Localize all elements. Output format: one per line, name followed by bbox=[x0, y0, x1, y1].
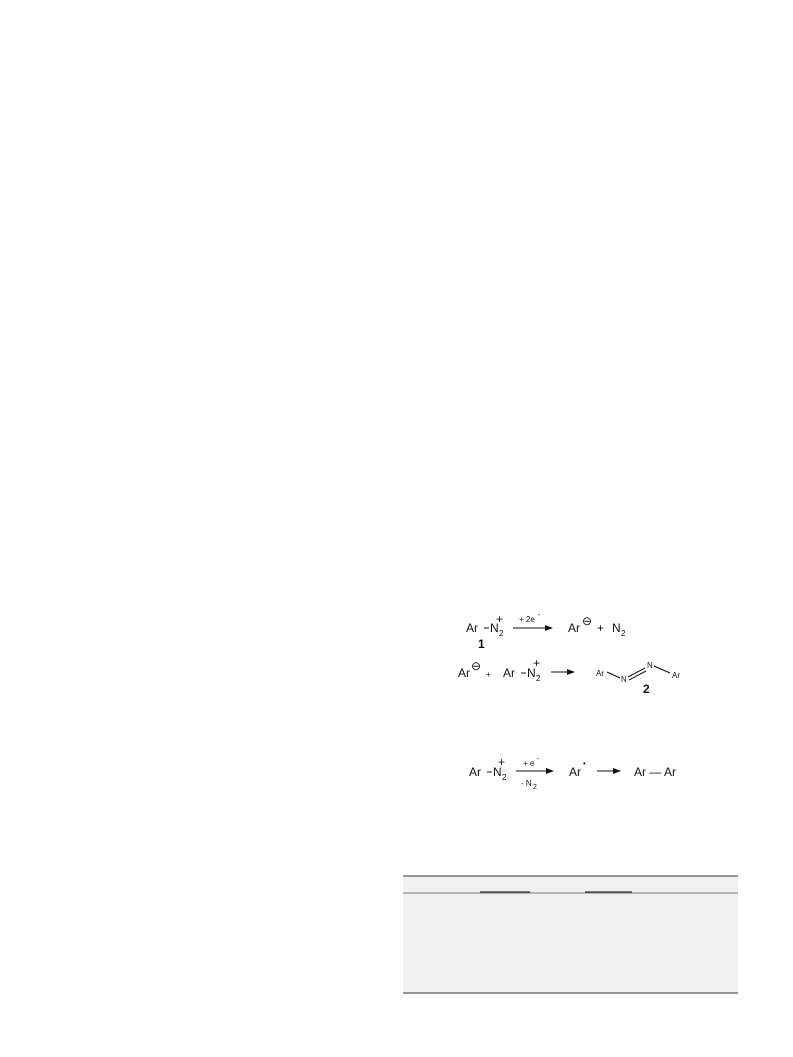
r1-reactant-charge: + bbox=[496, 612, 504, 626]
r1-product-charge: ⊖ bbox=[582, 614, 593, 628]
r3-intermediate-ar: Ar bbox=[569, 765, 581, 779]
r1-reagent: + 2e bbox=[519, 615, 535, 624]
reaction-2 bbox=[458, 656, 680, 696]
r3-reagent-bottom-sub: 2 bbox=[533, 784, 537, 791]
r3-reactant-sub: 2 bbox=[502, 773, 507, 782]
r2-reactant2-charge: + bbox=[533, 656, 541, 670]
r3-reagent-top: + e bbox=[523, 759, 535, 768]
r3-reagent-top-sup: - bbox=[537, 756, 540, 763]
r2-reactant2-ar: Ar bbox=[503, 666, 515, 680]
azo-n2: N bbox=[647, 661, 653, 670]
r2-reactant2-n: N bbox=[527, 666, 536, 680]
reaction-3 bbox=[469, 755, 676, 791]
azo-ar-right: Ar bbox=[672, 671, 680, 680]
r3-radical-dot: • bbox=[583, 759, 586, 768]
r2-reactant1-charge: ⊖ bbox=[471, 659, 482, 673]
r1-reactant-n: N bbox=[490, 621, 499, 635]
r3-reagent-bottom: - N bbox=[521, 779, 532, 788]
r2-reactant1-ar: Ar bbox=[458, 666, 470, 680]
azo-bond-right bbox=[654, 666, 670, 673]
r2-plus: + bbox=[486, 670, 491, 679]
r3-reactant-n: N bbox=[493, 765, 502, 779]
r3-reactant-charge: + bbox=[498, 755, 506, 769]
compound-label-2: 2 bbox=[643, 682, 650, 696]
reaction-1 bbox=[466, 612, 626, 651]
azo-bond-left bbox=[607, 672, 620, 678]
r2-reactant2-sub: 2 bbox=[536, 674, 541, 683]
r1-product-n2: N bbox=[612, 621, 621, 635]
azo-ar-left: Ar bbox=[596, 669, 604, 678]
r3-reactant-ar: Ar bbox=[469, 765, 481, 779]
azo-n1: N bbox=[621, 675, 627, 684]
r3-product: Ar — Ar bbox=[634, 765, 677, 779]
r1-product-ar: Ar bbox=[568, 621, 580, 635]
table-background bbox=[403, 876, 738, 993]
r1-product-n2-sub: 2 bbox=[621, 629, 626, 638]
r1-reagent-sup: - bbox=[538, 612, 541, 619]
r1-reactant-sub: 2 bbox=[499, 629, 504, 638]
r1-plus: + bbox=[597, 621, 605, 635]
compound-label-1: 1 bbox=[478, 637, 485, 651]
r1-reactant-ar: Ar bbox=[466, 621, 478, 635]
table-frame bbox=[403, 876, 738, 993]
